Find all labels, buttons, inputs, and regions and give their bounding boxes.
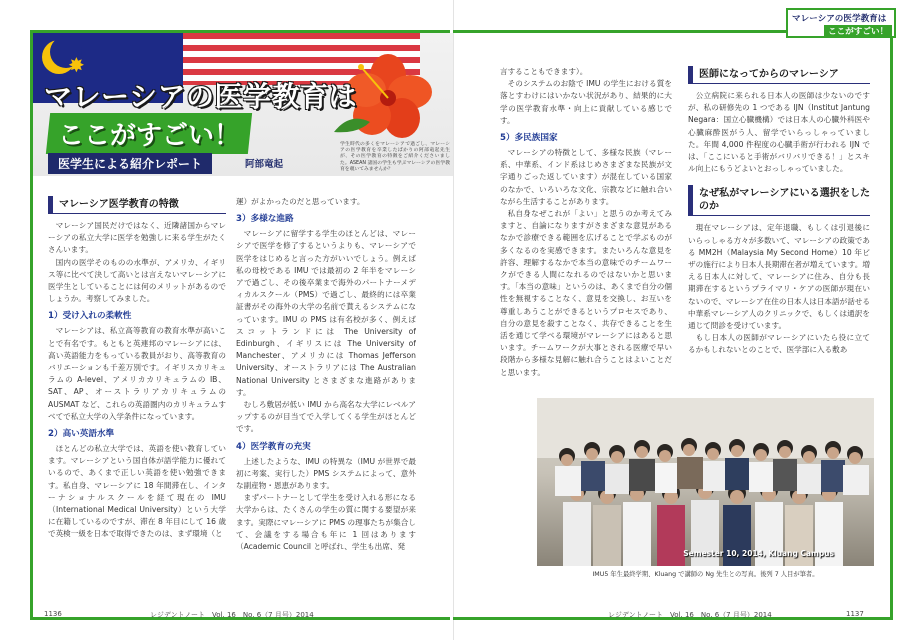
body-paragraph: 公立病院に来られる日本人の医師は少ないのですが、私の研修先の 1 つである IJN（Institut Jantung Negara：国立心臓機構）では日本人の心臓外科医や心臓麻酔医がう人、留学でいらっしゃっていました。年間 4,000 件程度の心臓手術が行われる IJN では、「ここにいると手術がバリバリできる！」とスキル向上にもうどよいとおっしゃっていました。: [688, 91, 870, 174]
body-paragraph: 現在マレーシアは、定年退職、もしくは引退後にいらっしゃる方々が多数いて、マレーシアの政策である MM2H（Malaysia My Second Home）10 年ビザの施行により日本人長期滞在者が増えています。増える日本人に対して、マレーシアに住み、自分も長期滞在するというプライマリ・ケアの医師が現在いないので、マレーシア在住の日本人は日本語が話せる中華系マレーシア人のクリニックで、もしくは通訳を通じて問診を受けています。: [688, 223, 870, 331]
folio-text-right: レジデントノート Vol. 16 No. 6（7 月号）2014: [608, 611, 772, 619]
section-title-features: マレーシア医学教育の特徴: [48, 196, 226, 214]
body-paragraph: 国内の医学そのものの水準が、アメリカ、イギリス等に比べて決して高いとは言えないマレーシアに医学生としていることには何のメリットがあるのでしょうか。考察してみました。: [48, 257, 226, 304]
title-highlight: ここがすごい！: [46, 113, 252, 154]
header-tag-line2: ここがすごい！: [824, 25, 892, 37]
right-column-1: [500, 66, 672, 392]
body-paragraph: 私自身なぜこれが「よい」と思うのか考えてみますと、自論になりますがさまざまな意見があるなかで診療できる範囲を広げることで学ぶものが多くなるのを実感できます。またいろんな意見を許容、理解するなかで本当の意味でのチームワークができる人間になれるのではないかと思います。「本当の意味」というのは、あくまで自分の個性を無視することなく、意見を交換し、お互いを尊重しあうことができるというプロセスであり、自分の意見を殺すことなく、共存できることを生活を通じて学べる環境がマレーシアにはあると思います。チームワークが大事とされる医療で早い段階から多様な見解に触れ合うことはよいことだと思います。: [500, 209, 672, 377]
body-paragraph: マレーシアの特徴として、多様な民族（マレー系、中華系、インド系はじめさまざまな民族が文字通りごった返しています）が混在している国家のなかで、いろいろな文化、宗教などに触れ合いながら生活することがあります。: [500, 148, 672, 206]
author-name: 阿部竜起: [245, 159, 284, 170]
body-paragraph: そのシステムのお陰で IMU の学生における質を落とすわけにはいかない状況があり、結果的に大学の医学教育水準・向上に貢献している感じです。: [500, 79, 672, 125]
page-number-right: 1137: [846, 610, 864, 618]
page-number-left: 1136: [44, 610, 62, 618]
group-photo: [537, 398, 874, 566]
star-icon: ✸: [68, 53, 85, 77]
subsection-heading: 2）高い英語水準: [48, 429, 115, 440]
section-title-why-malaysia: なぜ私がマレーシアにいる選択をしたのか: [688, 185, 870, 216]
body-paragraph: マレーシア国民だけではなく、近隣諸国からマレーシアの私立大学に医学を勉強しに来る学生がたくさんいます。: [48, 221, 226, 255]
intro-text: 学生時代の多くをマレーシアで過ごし、マレーシアの医学教育を卒業したばかりの阿部竜起先生が、その医学教育の特徴をご紹介くださいました。ASEAN 諸国の学生も学ぶマレーシアの医学教育を覗いてみませんか？: [340, 142, 450, 172]
folio-text-left: レジデントノート Vol. 16 No. 6（7 月号）2014: [150, 611, 314, 619]
subsection-heading: 3）多様な進路: [236, 214, 294, 225]
right-column-2: [688, 66, 870, 396]
body-paragraph: マレーシアに留学する学生のほとんどは、マレーシアで医学を修了するというよりも、マレーシアで医学をはじめると言った方がいいでしょう。例えば私の母校である IMU では最初の 2 年半をマレーシアで過ごし、その後卒業まで海外のパートナーメディカルスクール（PMS）で過ごし、最終的には卒業証書がその海外の大学の名前で貰えるシステムになっています。IMU の PMS は有名校が多く、例えばスコットランドには The University of Edinburgh、イギリスには The University of Manchester、アメリカには Thomas Jefferson University、オーストラリアには The Australian National University とさまざまな進路があります。: [236, 229, 416, 397]
left-column-2: [236, 196, 416, 600]
section-title-after-doctor: 医師になってからのマレーシア: [688, 66, 870, 84]
photo-caption: IMU5 年生最終学期、Kluang で講師の Ng 先生との写真。後列 7 人目が筆者。: [592, 571, 819, 578]
page-subtitle: 医学生による紹介レポート: [48, 153, 212, 174]
body-paragraph: もし日本人の医師がマレーシアにいたら役に立てるかもしれないとのことで、医学部に入る敷あ: [688, 333, 870, 355]
body-paragraph: むしろ敷居が低い IMU から高名な大学にレベルアップするのが目当てで入学してくる学生がほとんどです。: [236, 400, 416, 434]
subsection-heading: 4）医学教育の充実: [236, 441, 311, 452]
body-paragraph: まずパートナーとして学生を受け入れる形になる大学からは、たくさんの学生の質に関する要望が来ます。実際にマレーシアに PMS の理事たちが集合して、会議をする場合も年に 1 回はあります（Academic Council と呼ばれ、学生も出席、発: [236, 493, 416, 552]
body-paragraph: ほとんどの私立大学では、英語を使い教育しています。マレーシアという国自体が語学能力に優れているので、あくまで正しい英語を使い勉強できます。私自身、マレーシアに 18 年間滞在し、インターナショナルスクールを経て現在の IMU（International Medical University）という大学に在籍しているのですが、滞在 8 年目にして 16 歳で英検一級を日本で取得できたのは、まず環境（と: [48, 444, 226, 539]
subsection-heading: 1）受け入れの柔軟性: [48, 311, 132, 322]
left-column-1: [48, 196, 226, 600]
header-tag: [786, 8, 896, 38]
body-paragraph: マレーシアは、私立高等教育の教育水準が高いことで有名です。もともと英連邦のマレーシアには、高い英語能力をもっている教員がおり、高等教育のバリエーションも千差万別です。イギリスカリキュラムの A-level、アメリカカリキュラムの IB、SAT、AP、オーストラリアカリキュラムの AUSMAT など、これらの英語圏内のカリキュラムすべてで私立大学の入学条件になっています。: [48, 326, 226, 421]
subsection-heading: 5）多民族国家: [500, 133, 558, 144]
photo-label: Semester 10, 2014, Kluang Campus: [683, 549, 834, 558]
header-tag-line1: マレーシアの医学教育は: [792, 14, 887, 24]
body-paragraph: 言することもできます）。: [500, 67, 588, 76]
page-title: マレーシアの医学教育は: [44, 80, 357, 113]
group-photo-people: [537, 398, 874, 566]
body-paragraph: 上述したような、IMU の特異な（IMU が世界で最初に考案、実行した）PMS システムによって、意外な副産物・恩恵があります。: [236, 456, 416, 491]
body-paragraph: 運）がよかったのだと思っています。: [236, 197, 365, 206]
